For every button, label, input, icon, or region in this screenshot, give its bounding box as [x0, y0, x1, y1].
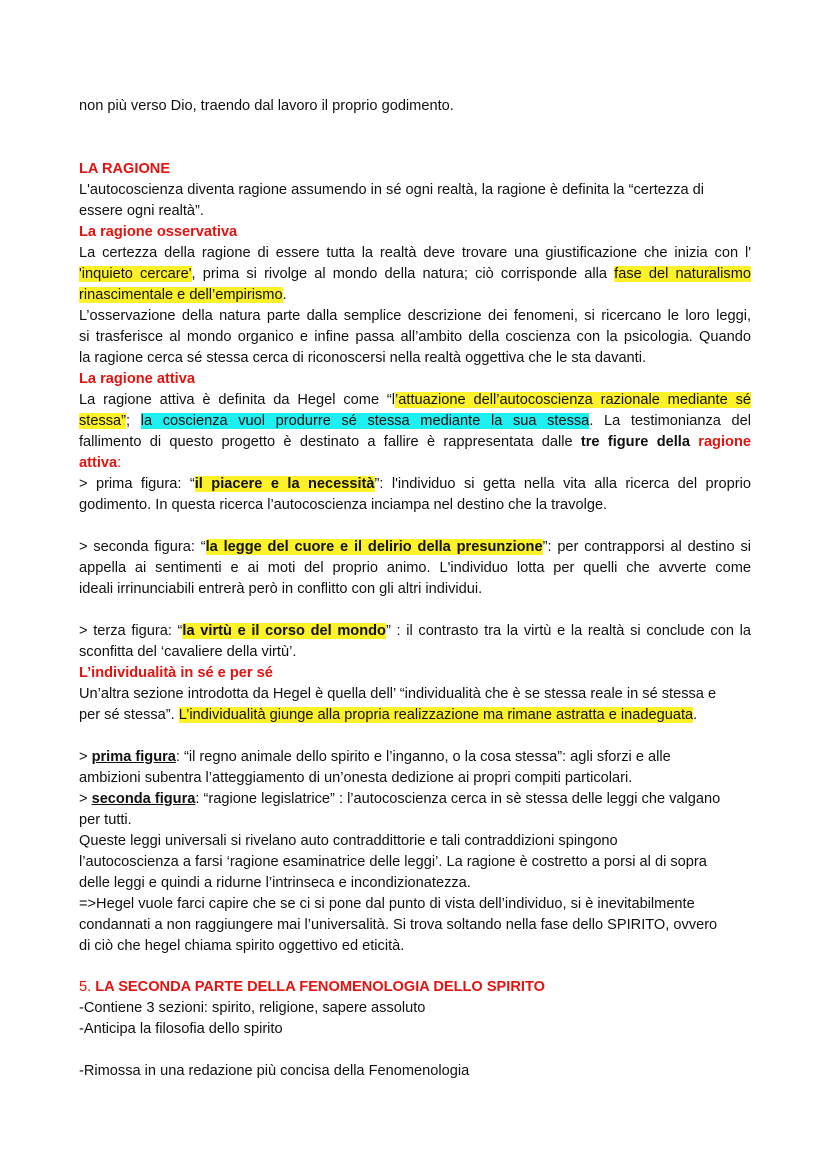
heading-ragione-attiva: La ragione attiva: [79, 371, 195, 387]
text-line: per sé stessa”. L’individualità giunge alla propria realizzazione ma rimane astratta e inadeguata.: [79, 707, 698, 723]
text-line: la ragione cerca sé stessa cerca di riconoscersi nella realtà oggettiva che le sta davanti.: [79, 350, 647, 366]
highlight: stessa”: [79, 413, 127, 429]
highlight: il piacere e la necessità: [194, 476, 375, 492]
text-line: rinascimentale e dell’empirismo.: [79, 287, 287, 303]
text-line: l’autocoscienza a farsi ‘ragione esaminatrice delle leggi’. La ragione è costretto a porsi al di sopra: [79, 854, 707, 870]
heading-section-5: 5. LA SECONDA PARTE DELLA FENOMENOLOGIA DELLO SPIRITO: [79, 979, 545, 995]
text-line: appella ai sentimenti e ai moti del proprio animo. L'individuo lotta per quelli che avverte come: [79, 560, 751, 576]
highlight: la legge del cuore e il delirio della presunzione: [205, 539, 543, 555]
list-item: -Contiene 3 sezioni: spirito, religione, sapere assoluto: [79, 1000, 426, 1016]
text-line: > seconda figura: “ragione legislatrice” : l’autocoscienza cerca in sè stessa delle leggi che valgano: [79, 791, 721, 807]
text-line: non più verso Dio, traendo dal lavoro il proprio godimento.: [79, 98, 454, 114]
list-item: -Anticipa la filosofia dello spirito: [79, 1021, 283, 1037]
text-line: La certezza della ragione di essere tutta la realtà deve trovare una giustificazione che inizia con l': [79, 245, 751, 261]
text-line: godimento. In questa ricerca l’autocoscienza inciampa nel destino che la travolge.: [79, 497, 608, 513]
text-line: ideali irrinunciabili entrerà però in conflitto con gli altri individui.: [79, 581, 483, 597]
heading-individualita: L’individualità in sé e per sé: [79, 665, 273, 681]
heading-ragione-osservativa: La ragione osservativa: [79, 224, 238, 240]
text-line: Queste leggi universali si rivelano auto contraddittorie e tali contraddizioni spingono: [79, 833, 618, 849]
text-line: attiva:: [79, 455, 122, 471]
text-line: 'inquieto cercare', prima si rivolge al mondo della natura; ciò corrisponde alla fase del naturalismo: [79, 266, 751, 282]
text-line: > prima figura: “il regno animale dello spirito e l’inganno, o la cosa stessa”: agli sforzi e alle: [79, 749, 671, 765]
text-line: L’osservazione della natura parte dalla semplice descrizione dei fenomeni, si ricercano le loro leggi,: [79, 308, 751, 324]
text-line: La ragione attiva è definita da Hegel come “l’attuazione dell’autocoscienza razionale mediante sé: [79, 392, 751, 408]
highlight: fase del naturalismo: [614, 266, 751, 282]
text-line: delle leggi e quindi a ridurne l’intrinseca e incondizionatezza.: [79, 875, 471, 891]
text-line: stessa”; la coscienza vuol produrre sé stessa mediante la sua stessa. La testimonianza del: [79, 413, 752, 429]
highlight: la virtù e il corso del mondo: [182, 623, 386, 639]
highlight-cyan: la coscienza vuol produrre sé stessa mediante la sua stessa: [140, 413, 590, 429]
text-line: per tutti.: [79, 812, 132, 828]
text-line: si trasferisce al mondo organico e infine passa all’ambito della coscienza con la psicologia. Quando: [79, 329, 751, 345]
text-line: essere ogni realtà”.: [79, 203, 204, 219]
text-line: di ciò che hegel chiama spirito oggettivo ed eticità.: [79, 938, 405, 954]
highlight: 'inquieto cercare': [79, 266, 192, 282]
text-line: sconfitta del ‘cavaliere della virtù’.: [79, 644, 297, 660]
text-line: > terza figura: “la virtù e il corso del mondo” : il contrasto tra la virtù e la realtà si conclude con la: [79, 623, 751, 639]
text-line: Un’altra sezione introdotta da Hegel è quella dell’ “individualità che è se stessa reale in sé stessa e: [79, 686, 717, 702]
text-line: =>Hegel vuole farci capire che se ci si pone dal punto di vista dell’individuo, si è inevitabilmente: [79, 896, 695, 912]
text-line: fallimento di questo progetto è destinato a fallire è rappresentata dalle tre figure della ragione: [79, 434, 751, 450]
highlight: L’individualità giunge alla propria realizzazione ma rimane astratta e inadeguata: [178, 707, 694, 723]
text-line: > seconda figura: “la legge del cuore e il delirio della presunzione”: per contrapporsi al destino si: [79, 539, 751, 555]
text-line: > prima figura: “il piacere e la necessità”: l'individuo si getta nella vita alla ricerca del proprio: [79, 476, 751, 492]
list-item: -Rimossa in una redazione più concisa della Fenomenologia: [79, 1063, 470, 1079]
text-line: L'autocoscienza diventa ragione assumendo in sé ogni realtà, la ragione è definita la “certezza di: [79, 182, 705, 198]
heading-la-ragione: LA RAGIONE: [79, 161, 171, 177]
highlight: ’attuazione dell’autocoscienza razionale mediante sé: [395, 392, 751, 408]
text-line: condannati a non raggiungere mai l’universalità. Si trova soltando nella fase dello SPIRITO, ovvero: [79, 917, 718, 933]
highlight: rinascimentale e dell’empirismo: [79, 287, 283, 303]
text-line: ambizioni subentra l’atteggiamento di un’onesta dedizione ai propri compiti particolari.: [79, 770, 633, 786]
